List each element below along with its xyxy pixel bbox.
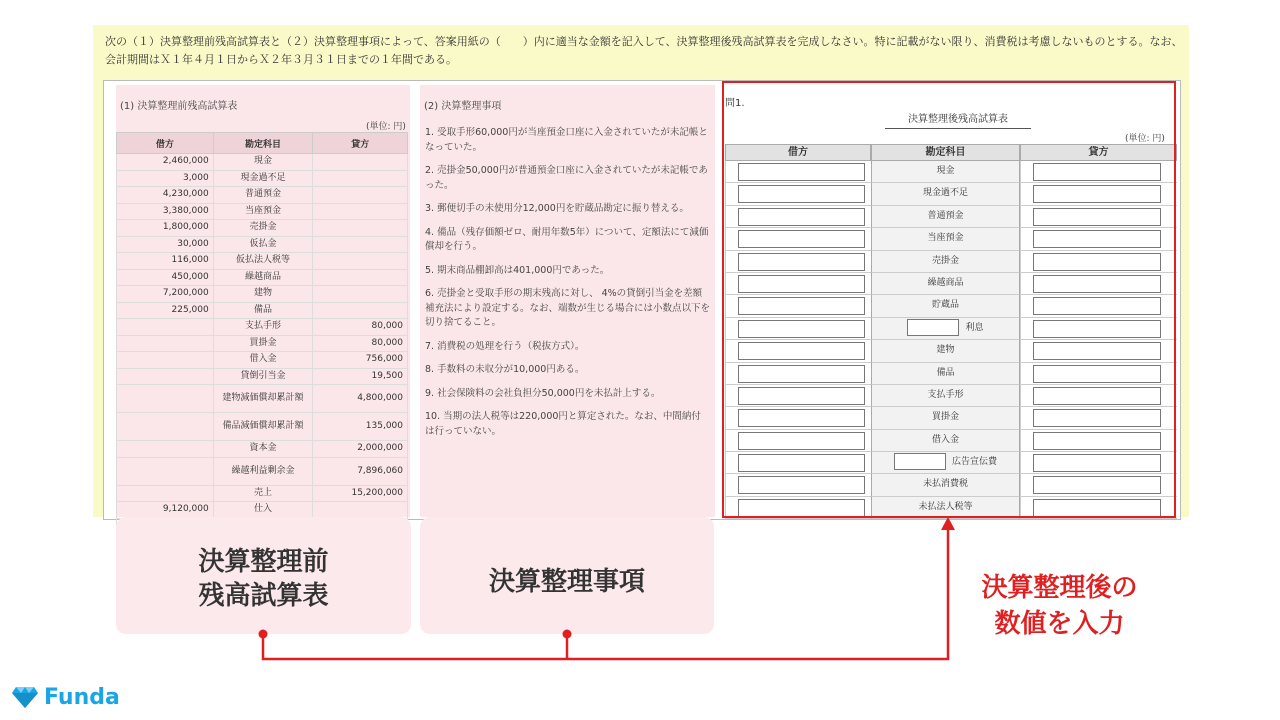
account-label: 現金: [936, 166, 955, 176]
account-cell: 当座預金: [213, 203, 312, 220]
account-label: 借入金: [931, 434, 959, 445]
debit-cell: [117, 352, 214, 369]
panel1-table: [116, 132, 408, 535]
account-label: 未払消費税: [922, 479, 968, 490]
list-item: 2. 売掛金50,000円が普通預金口座に入金されていたが未記帳であった。: [425, 165, 708, 191]
table-row: [117, 236, 408, 253]
account-cell: 仕入: [213, 502, 312, 519]
red-annotation: [952, 570, 1167, 642]
account-label: 繰越商品: [927, 277, 964, 288]
account-cell: 仮払法人税等: [213, 253, 312, 270]
label-card-adjustment-items: [420, 517, 714, 634]
account-label: 利息: [965, 322, 984, 333]
account-cell: 普通預金: [213, 187, 312, 204]
debit-cell: [117, 413, 214, 441]
table-row: [117, 368, 408, 385]
credit-cell: 15,200,000: [313, 485, 408, 502]
debit-cell: 3,380,000: [117, 203, 214, 220]
debit-cell: 225,000: [117, 302, 214, 319]
credit-cell: [313, 236, 408, 253]
debit-cell: 7,200,000: [117, 286, 214, 303]
list-item: 10. 当期の法人税等は220,000円と算定された。なお、中間納付は行っていない。: [425, 411, 701, 437]
account-cell: 売掛金: [213, 220, 312, 237]
credit-cell: [313, 502, 408, 519]
account-cell: 支払手形: [213, 319, 312, 336]
debit-cell: 4,230,000: [117, 187, 214, 204]
panel3-unit: (単位: 円): [1125, 134, 1165, 144]
debit-cell: [117, 385, 214, 413]
table-row: [117, 302, 408, 319]
debit-cell: 450,000: [117, 269, 214, 286]
table-row: [117, 352, 408, 369]
table-row: [117, 170, 408, 187]
credit-cell: [313, 187, 408, 204]
credit-cell: [313, 154, 408, 171]
account-label: 当座預金: [927, 233, 964, 244]
account-cell: 備品: [213, 302, 312, 319]
table-header-row: [117, 133, 408, 154]
debit-cell: [117, 457, 214, 485]
table-row: [117, 203, 408, 220]
card1-line1: 決算整理前: [198, 547, 329, 577]
list-item: 5. 期末商品棚卸高は401,000円であった。: [425, 264, 610, 276]
credit-cell: [313, 170, 408, 187]
debit-cell: 2,460,000: [117, 154, 214, 171]
debit-cell: 116,000: [117, 253, 214, 270]
question-label: 問1.: [725, 98, 745, 109]
table-row: [117, 154, 408, 171]
account-label: 貯蔵品: [931, 300, 959, 311]
credit-cell: 7,896,060: [313, 457, 408, 485]
debit-cell: [117, 441, 214, 458]
account-label: 売掛金: [931, 255, 959, 266]
table-row: [117, 253, 408, 270]
table-row: [117, 286, 408, 303]
red-line1: 決算整理後の: [981, 573, 1138, 603]
credit-cell: 80,000: [313, 319, 408, 336]
table-row: [117, 385, 408, 413]
account-cell: 売上: [213, 485, 312, 502]
logo-text: Funda: [44, 684, 120, 710]
table-row: [117, 485, 408, 502]
debit-cell: [117, 485, 214, 502]
table-row: [117, 220, 408, 237]
table-row: [117, 187, 408, 204]
header-credit: 貸方: [313, 133, 408, 154]
table-row: [117, 319, 408, 336]
header-debit: 借方: [725, 144, 871, 161]
card2-label: 決算整理事項: [488, 567, 645, 597]
account-cell: 貸倒引当金: [213, 368, 312, 385]
account-label: 建物: [936, 345, 955, 356]
account-label: 支払手形: [927, 389, 964, 400]
account-cell: 資本金: [213, 441, 312, 458]
debit-cell: [117, 319, 214, 336]
credit-cell: [313, 203, 408, 220]
account-label: 備品: [936, 367, 955, 378]
panel1-table-body: [117, 154, 408, 535]
credit-cell: [313, 302, 408, 319]
header-credit: 貸方: [1020, 144, 1177, 161]
account-cell: 買掛金: [213, 335, 312, 352]
adjustment-items-list: [425, 126, 710, 448]
list-item: 8. 手数料の未収分が10,000円ある。: [425, 364, 585, 375]
account-cell: 現金過不足: [213, 170, 312, 187]
account-label: 未払法人税等: [918, 501, 973, 512]
list-item: 7. 消費税の処理を行う（税抜方式）。: [425, 340, 585, 352]
adjustment-items-panel: [420, 85, 715, 517]
account-cell: 建物: [213, 286, 312, 303]
account-label: 広告宣伝費: [951, 457, 997, 468]
credit-cell: 19,500: [313, 368, 408, 385]
card1-label: [116, 545, 411, 613]
red-line2: 数値を入力: [994, 609, 1125, 639]
account-cell: 借入金: [213, 352, 312, 369]
pre-adjustment-trial-balance-panel: [116, 85, 410, 517]
credit-cell: 80,000: [313, 335, 408, 352]
credit-cell: [313, 220, 408, 237]
credit-cell: 2,000,000: [313, 441, 408, 458]
account-label: 普通預金: [927, 210, 964, 221]
credit-cell: [313, 286, 408, 303]
funda-logo: [12, 682, 120, 712]
debit-cell: 30,000: [117, 236, 214, 253]
table-row: [117, 335, 408, 352]
table-row: [117, 413, 408, 441]
list-item: 4. 備品（残存価額ゼロ、耐用年数5年）について、定額法にて減価償却を行う。: [425, 226, 709, 252]
highlight-box: [722, 81, 1176, 518]
credit-cell: [313, 253, 408, 270]
debit-cell: 1,800,000: [117, 220, 214, 237]
account-label: 現金過不足: [922, 188, 968, 199]
table-row: [117, 502, 408, 519]
debit-cell: 9,120,000: [117, 502, 214, 519]
header-account: 勘定科目: [871, 144, 1020, 161]
card1-line2: 残高試算表: [198, 581, 329, 611]
credit-cell: 756,000: [313, 352, 408, 369]
account-cell: 備品減価償却累計額: [213, 413, 312, 441]
list-item: 6. 売掛金と受取手形の期末残高に対し、 4%の貸倒引当金を差額補充法により設定する。なお、端数が生じる場合には小数点以下を切り捨てること。: [425, 288, 711, 328]
header-account: 勘定科目: [213, 133, 312, 154]
debit-cell: [117, 335, 214, 352]
list-item: 1. 受取手形60,000円が当座預金口座に入金されていたが未記帳となっていた。: [425, 127, 708, 153]
table-row: [117, 457, 408, 485]
list-item: 3. 郵便切手の未使用分12,000円を貯蔵品勘定に振り替える。: [425, 203, 689, 214]
account-label: 買掛金: [931, 412, 959, 423]
account-cell: 繰越商品: [213, 269, 312, 286]
table-row: [117, 269, 408, 286]
instructions-text: 次の（１）決算整理前残高試算表と（２）決算整理事項によって、答案用紙の（ ）内に適当な金額を記入して、決算整理後残高試算表を完成しなさい。特に記載がない限り、消費税は考慮しないものとする。なお、会計期間はＸ１年４月１日からＸ２年３月３１日までの１年間である。: [105, 35, 1183, 66]
table-row: [117, 441, 408, 458]
account-cell: 建物減価償却累計額: [213, 385, 312, 413]
header-debit: 借方: [117, 133, 214, 154]
list-item: 9. 社会保険料の会社負担分50,000円を未払計上する。: [425, 387, 661, 399]
panel1-unit: (単位: 円): [366, 122, 406, 132]
credit-cell: 4,800,000: [313, 385, 408, 413]
debit-cell: 3,000: [117, 170, 214, 187]
account-cell: 現金: [213, 154, 312, 171]
diamond-icon: [12, 685, 38, 709]
debit-cell: [117, 368, 214, 385]
panel1-title: (1) 決算整理前残高試算表: [120, 101, 238, 112]
label-card-pre-adjustment: [116, 517, 411, 634]
panel2-title: (2) 決算整理事項: [424, 101, 502, 112]
account-cell: 繰越利益剰余金: [213, 457, 312, 485]
panel3-title: 決算整理後残高試算表: [885, 110, 1031, 129]
account-cell: 仮払金: [213, 236, 312, 253]
credit-cell: 135,000: [313, 413, 408, 441]
credit-cell: [313, 269, 408, 286]
